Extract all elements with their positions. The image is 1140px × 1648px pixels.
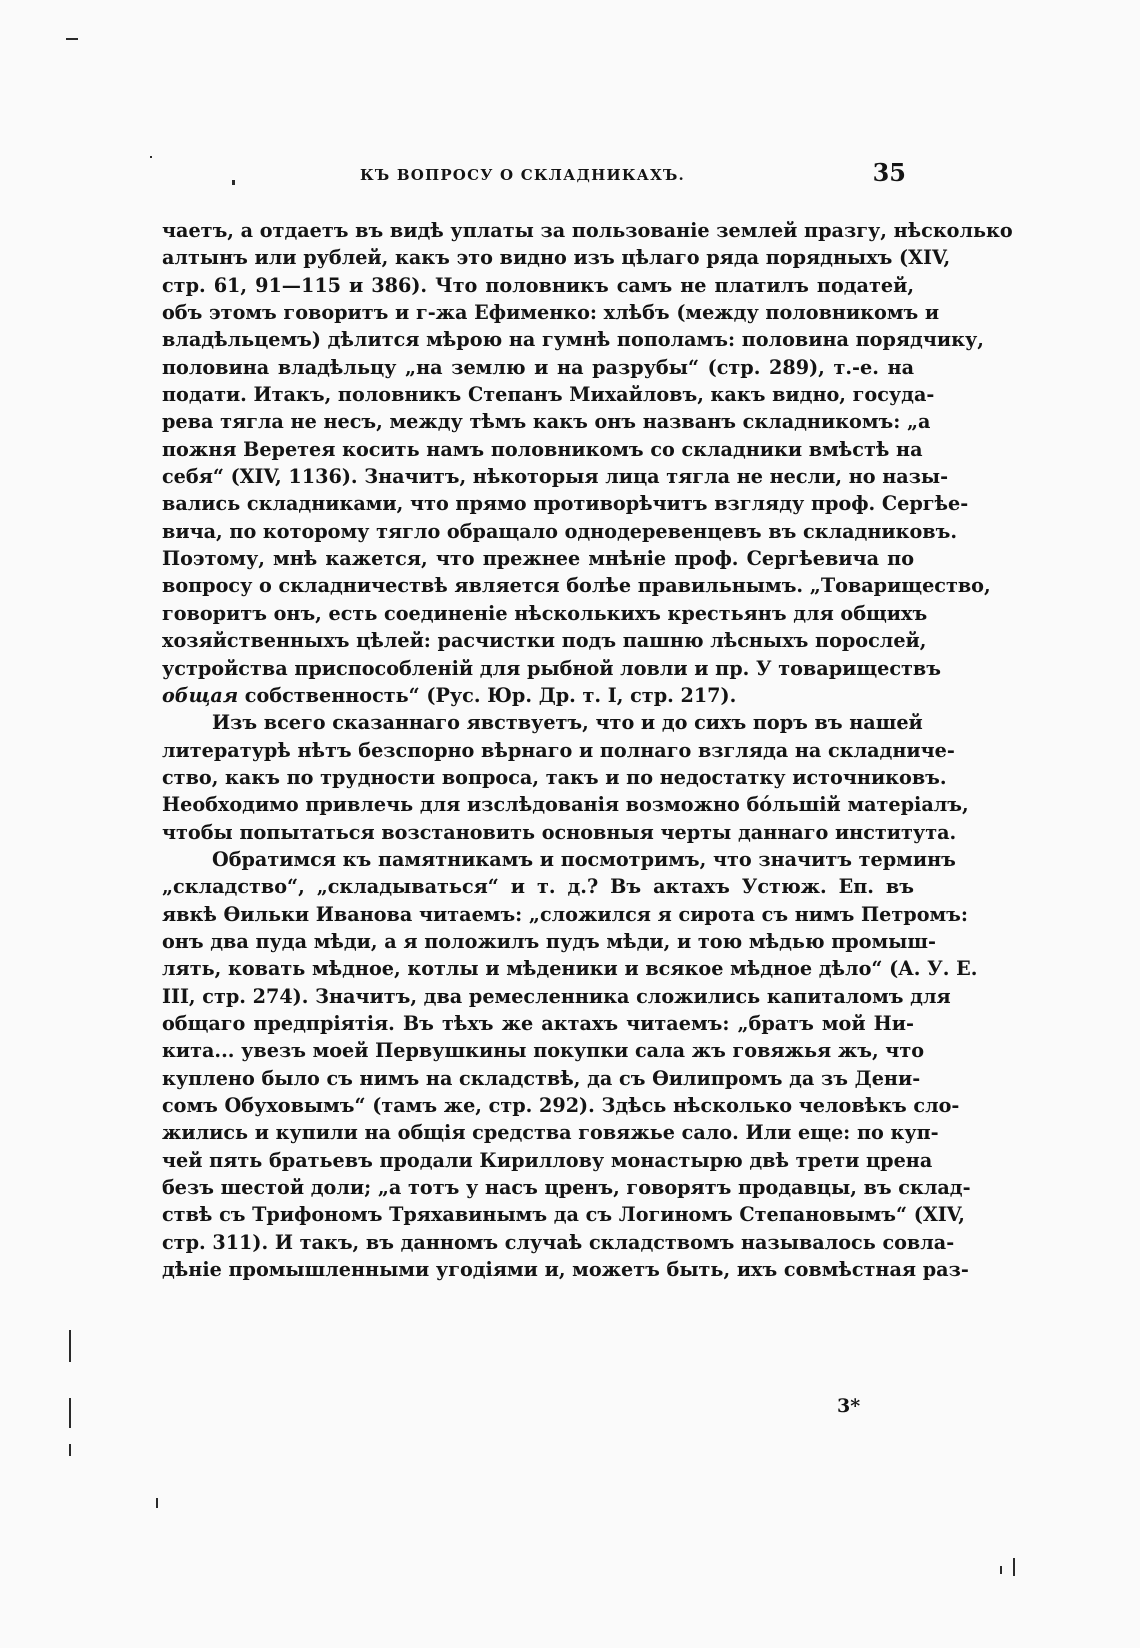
paragraph-2 [162, 709, 969, 846]
text-line: Изъ всего сказаннаго явствуетъ, что и до сихъ поръ въ нашей [212, 711, 923, 735]
scan-artifact [150, 156, 152, 158]
text-line: дѣніе промышленными угодіями и, можетъ быть, ихъ совмѣстная раз- [162, 1258, 969, 1282]
text-line: алтынъ или рублей, какъ это видно изъ цѣлаго ряда порядныхъ (XIV, [162, 246, 951, 270]
text-line: рева тягла не несъ, между тѣмъ какъ онъ названъ складникомъ: „а [162, 410, 931, 434]
text-line: лять, ковать мѣдное, котлы и мѣденики и всякое мѣдное дѣло“ (А. У. Е. [162, 957, 978, 981]
text-line: Поэтому, мнѣ кажется, что прежнее мнѣніе проф. Сергѣевича по [162, 547, 914, 571]
signature-mark: 3* [837, 1395, 861, 1417]
scan-artifact [69, 1330, 71, 1362]
text-line: владѣльцемъ) дѣлится мѣрою на гумнѣ пополамъ: половина порядчику, [162, 328, 984, 352]
text-fragment: собственность“ (Рус. Юр. Др. т. I, стр. 217). [238, 683, 737, 707]
text-line: ство, какъ по трудности вопроса, такъ и по недостатку источниковъ. [162, 765, 947, 789]
scan-artifact [156, 1498, 158, 1508]
text-line: кита... увезъ моей Первушкины покупки сала жъ говяжья жъ, что [162, 1039, 925, 1063]
paragraph-1 [162, 217, 1013, 709]
body-text [162, 217, 1013, 1283]
paragraph-3 [162, 846, 978, 1284]
scan-artifact [69, 1398, 71, 1428]
text-line: половина владѣльцу „на землю и на разрубы“ (стр. 289), т.-е. на [162, 355, 914, 379]
text-line: литературѣ нѣтъ безспорно вѣрнаго и полнаго взгляда на складниче- [162, 738, 955, 762]
scan-artifact [66, 38, 78, 40]
text-line: жились и купили на общія средства говяжье сало. Или еще: по куп- [162, 1121, 939, 1145]
text-line: устройства приспособленій для рыбной ловли и пр. У товариществъ [162, 656, 941, 680]
text-line: сомъ Обуховымъ“ (тамъ же, стр. 292). Здѣсь нѣсколько человѣкъ сло- [162, 1094, 960, 1117]
text-line: себя“ (XIV, 1136). Значитъ, нѣкоторыя лица тягла не несли, но назы- [162, 465, 949, 489]
text-line: куплено было съ нимъ на складствѣ, да съ Ѳилипромъ да зъ Дени- [162, 1066, 921, 1090]
text-line: стр. 311). И такъ, въ данномъ случаѣ складствомъ называлось совла- [162, 1230, 955, 1254]
text-line: общаго предпріятія. Въ тѣхъ же актахъ читаемъ: „братъ мой Ни- [162, 1011, 914, 1035]
text-line: хозяйственныхъ цѣлей: расчистки подъ пашню лѣсныхъ порослей, [162, 629, 927, 653]
text-line: вались складниками, что прямо противорѣчитъ взгляду проф. Сергѣе- [162, 492, 969, 516]
text-line: ствѣ съ Трифономъ Тряхавинымъ да съ Логиномъ Степановымъ“ (XIV, [162, 1203, 965, 1227]
text-line: подати. Итакъ, половникъ Степанъ Михайловъ, какъ видно, госуда- [162, 383, 935, 407]
text-line: чаетъ, а отдаетъ въ видѣ уплаты за пользованіе землей празгу, нѣсколько [162, 219, 1013, 242]
text-line: III, стр. 274). Значитъ, два ремесленника сложились капиталомъ для [162, 984, 951, 1008]
scan-artifact [1013, 1558, 1015, 1576]
scan-artifact [1000, 1566, 1002, 1574]
page-header [160, 158, 920, 198]
text-line: стр. 61, 91—115 и 386). Что половникъ самъ не платилъ податей, [162, 273, 914, 297]
scan-artifact [69, 1444, 71, 1456]
text-line: вопросу о складничествѣ является болѣе правильнымъ. „Товарищество, [162, 574, 991, 598]
text-line: говоритъ онъ, есть соединеніе нѣсколькихъ крестьянъ для общихъ [162, 601, 928, 625]
text-line: объ этомъ говоритъ и г-жа Ефименко: хлѣбъ (между половникомъ и [162, 301, 940, 325]
text-line: Необходимо привлечь для изслѣдованія возможно бóльшій матеріалъ, [162, 793, 969, 817]
italic-word: общая [162, 683, 239, 707]
text-line: чтобы попытаться возстановить основныя черты даннаго института. [162, 820, 957, 844]
text-line: явкѣ Ѳильки Иванова читаемъ: „сложился я сирота съ нимъ Петромъ: [162, 902, 968, 926]
page-number: 35 [872, 158, 906, 187]
text-line: безъ шестой доли; „а тотъ у насъ цренъ, говорятъ продавцы, въ склад- [162, 1176, 971, 1200]
running-head: КЪ ВОПРОСУ О СКЛАДНИКАХЪ. [360, 166, 685, 184]
text-line: онъ два пуда мѣди, а я положилъ пудъ мѣди, и тою мѣдью промыш- [162, 929, 936, 953]
text-line: вича, по которому тягло обращало однодеревенцевъ въ складниковъ. [162, 519, 958, 543]
text-line [162, 682, 914, 709]
text-line: пожня Веретея косить намъ половникомъ со складники вмѣстѣ на [162, 437, 923, 461]
text-line: „складство“, „складываться“ и т. д.? Въ актахъ Устюж. Еп. въ [162, 875, 914, 899]
text-line: чей пять братьевъ продали Кириллову монастырю двѣ трети црена [162, 1148, 933, 1172]
text-line: Обратимся къ памятникамъ и посмотримъ, что значитъ терминъ [212, 847, 956, 871]
